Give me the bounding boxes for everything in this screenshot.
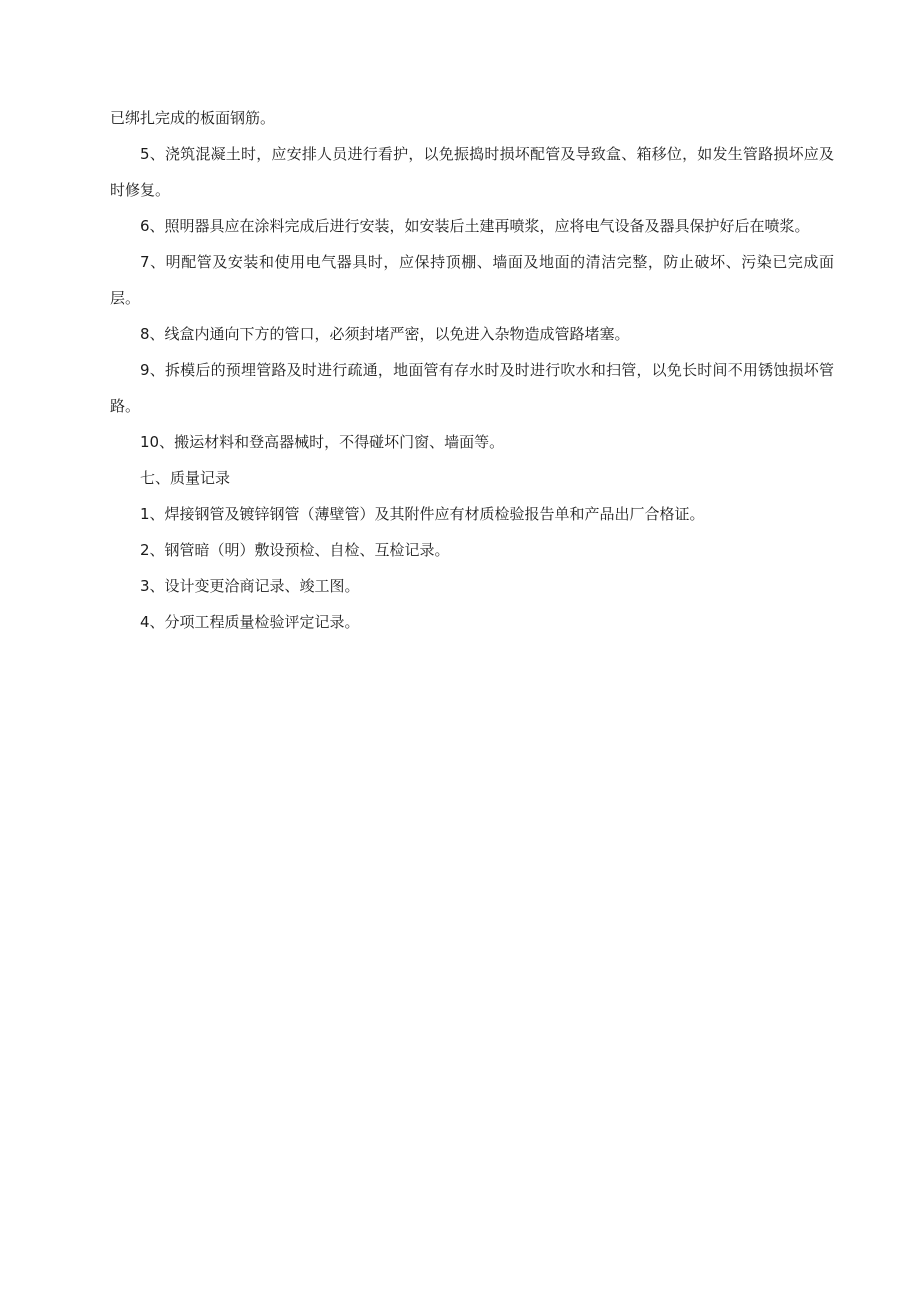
paragraph-item-7: 7、明配管及安装和使用电气器具时，应保持顶棚、墙面及地面的清洁完整，防止破坏、污染已完成面层。 <box>110 253 834 307</box>
section-heading-quality-records: 七、质量记录 <box>140 469 231 487</box>
paragraph-item-9: 9、拆模后的预埋管路及时进行疏通，地面管有存水时及时进行吹水和扫管，以免长时间不用锈蚀损坏管路。 <box>110 361 834 415</box>
record-item-1: 1、焊接钢管及镀锌钢管（薄壁管）及其附件应有材质检验报告单和产品出厂合格证。 <box>140 505 705 523</box>
record-item-3: 3、设计变更洽商记录、竣工图。 <box>140 577 360 595</box>
paragraph-item-10: 10、搬运材料和登高器械时，不得碰坏门窗、墙面等。 <box>140 433 505 451</box>
paragraph-item-6: 6、照明器具应在涂料完成后进行安装，如安装后土建再喷浆，应将电气设备及器具保护好后在喷浆。 <box>140 217 810 235</box>
document-body <box>110 100 834 640</box>
paragraph-item-8: 8、线盒内通向下方的管口，必须封堵严密，以免进入杂物造成管路堵塞。 <box>140 325 630 343</box>
record-item-2: 2、钢管暗（明）敷设预检、自检、互检记录。 <box>140 541 450 559</box>
record-item-4: 4、分项工程质量检验评定记录。 <box>140 613 360 631</box>
paragraph-continuation: 已绑扎完成的板面钢筋。 <box>110 109 276 127</box>
paragraph-item-5: 5、浇筑混凝土时，应安排人员进行看护，以免振捣时损坏配管及导致盒、箱移位，如发生管路损坏应及时修复。 <box>110 145 834 199</box>
